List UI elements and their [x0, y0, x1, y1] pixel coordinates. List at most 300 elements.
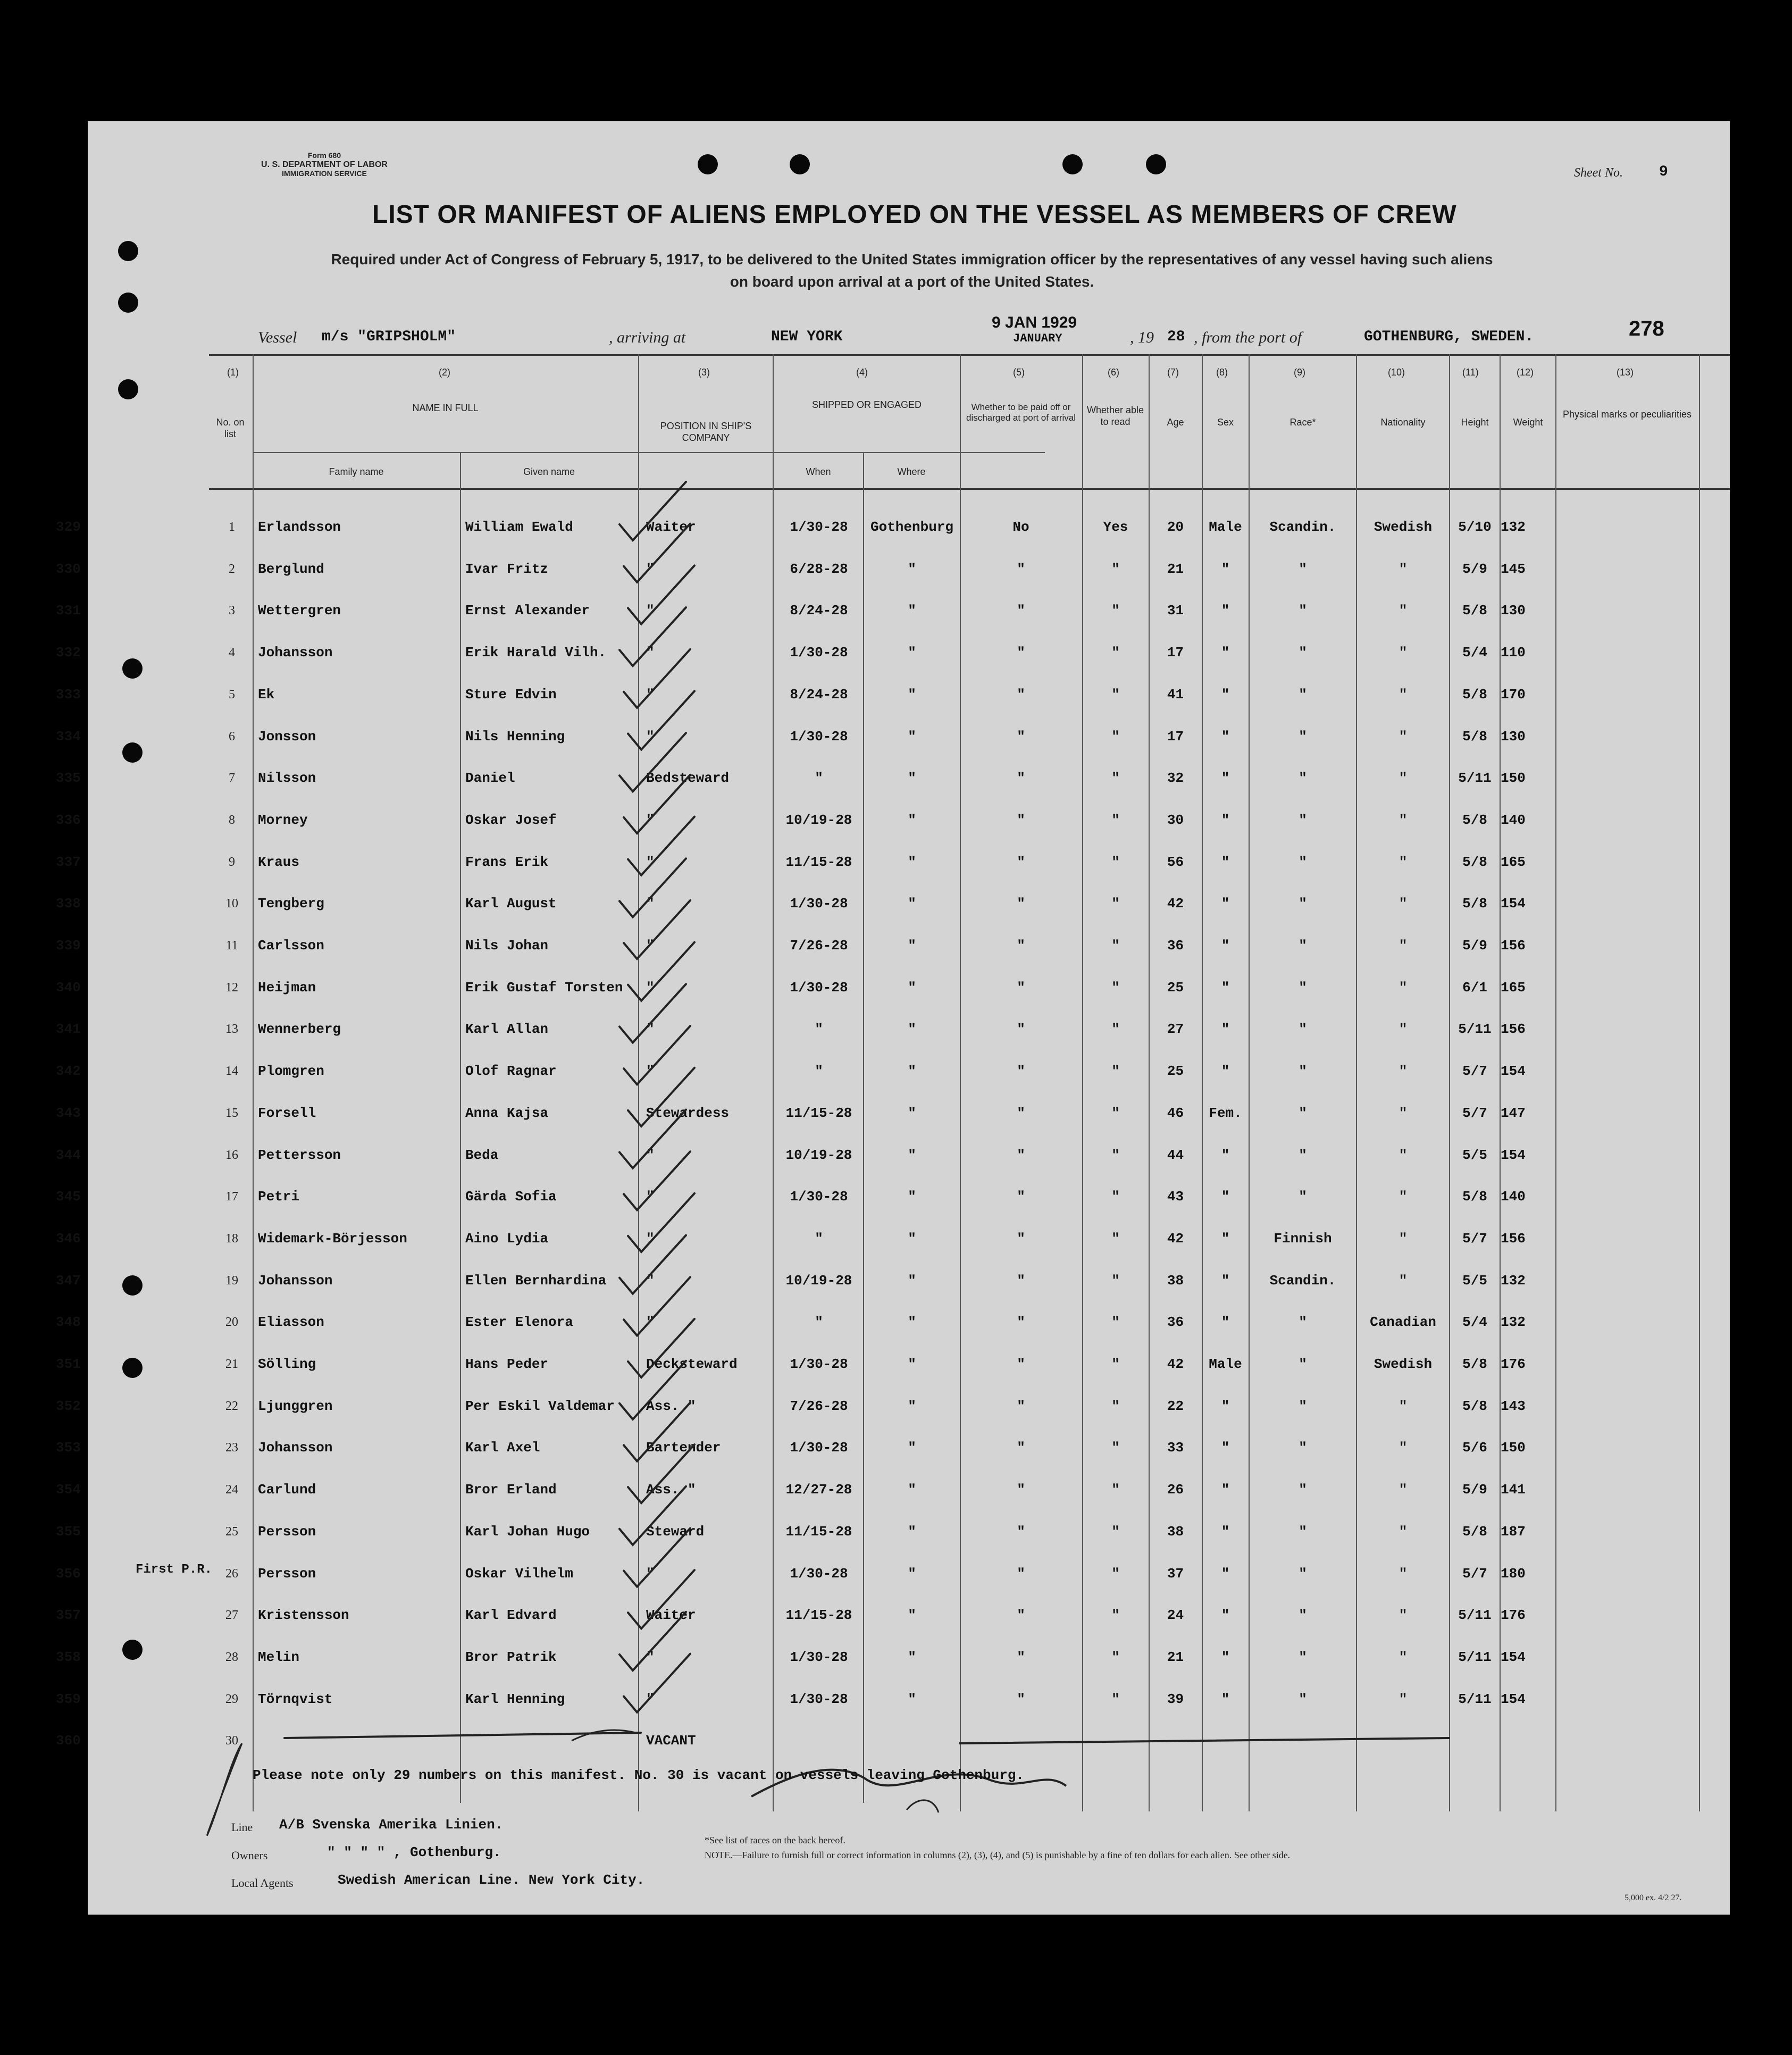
signature: [907, 1800, 939, 1812]
age: 42: [1167, 1356, 1184, 1372]
age: 24: [1167, 1607, 1184, 1624]
paid-off: ": [1017, 645, 1025, 661]
nationality: ": [1399, 1565, 1408, 1582]
vacancy-note: Please note only 29 numbers on this manifest. No. 30 is vacant on vessels leaving Gothenburg.: [253, 1767, 1025, 1783]
nationality: ": [1399, 812, 1408, 828]
age: 38: [1167, 1523, 1184, 1540]
position: Bartender: [646, 1440, 721, 1456]
given-name: Olof Ragnar: [465, 1063, 557, 1080]
family-name: Widemark-Börjesson: [258, 1230, 407, 1247]
height: 5/7: [1462, 1063, 1487, 1080]
sex: ": [1221, 1189, 1230, 1205]
position: ": [646, 979, 655, 996]
position: ": [646, 854, 655, 870]
height: 5/11: [1458, 1021, 1492, 1038]
position: ": [646, 1063, 655, 1080]
reference-number: 329: [56, 519, 81, 535]
checkmark: [624, 1277, 690, 1335]
height: 5/8: [1462, 896, 1487, 912]
printing-code: 5,000 ex. 4/2 27.: [1624, 1893, 1682, 1902]
sex: ": [1221, 1607, 1230, 1624]
weight: 154: [1501, 1063, 1526, 1080]
paid-off: ": [1017, 1691, 1025, 1707]
owners-value: " " " " , Gothenburg.: [327, 1844, 501, 1860]
shipped-where: ": [908, 728, 916, 745]
able-to-read: ": [1111, 1440, 1120, 1456]
vessel-label: Vessel: [258, 329, 297, 346]
paid-off: ": [1017, 1189, 1025, 1205]
reference-number: 330: [56, 561, 81, 577]
position: ": [646, 603, 655, 619]
able-to-read: ": [1111, 1398, 1120, 1414]
shipped-when: 1/30-28: [790, 896, 848, 912]
race: ": [1299, 1021, 1307, 1038]
weight: 132: [1501, 1314, 1526, 1331]
age: 17: [1167, 728, 1184, 745]
reference-number: 335: [56, 770, 81, 787]
checkmark: [624, 1528, 690, 1587]
height: 5/8: [1462, 603, 1487, 619]
sex: ": [1221, 1021, 1230, 1038]
row-number: 23: [225, 1441, 238, 1455]
height: 5/8: [1462, 686, 1487, 703]
race: ": [1299, 686, 1307, 703]
shipped-where: ": [908, 979, 916, 996]
arrival-port: NEW YORK: [771, 329, 843, 345]
race: ": [1299, 603, 1307, 619]
reference-number: 332: [56, 645, 81, 661]
able-to-read: ": [1111, 1649, 1120, 1665]
weight: 156: [1501, 1230, 1526, 1247]
height: 5/8: [1462, 854, 1487, 870]
given-name: Karl Axel: [465, 1440, 540, 1456]
vacant-strike-line: [960, 1738, 1449, 1743]
line-label: Line: [231, 1820, 253, 1834]
shipped-when: 11/15-28: [785, 1523, 852, 1540]
checkmark: [628, 817, 694, 875]
age: 44: [1167, 1147, 1184, 1163]
shipped-where: ": [908, 645, 916, 661]
weight: 156: [1501, 1021, 1526, 1038]
shipped-when: ": [815, 1063, 823, 1080]
paid-off: ": [1017, 1063, 1025, 1080]
position: VACANT: [646, 1733, 696, 1749]
paid-off: ": [1017, 1565, 1025, 1582]
reference-number: 340: [56, 979, 81, 996]
position: ": [646, 896, 655, 912]
checkmark: [619, 1612, 686, 1670]
page-reference: 278: [1629, 317, 1664, 340]
weight: 147: [1501, 1105, 1526, 1121]
age: 31: [1167, 603, 1184, 619]
reference-number: 347: [56, 1272, 81, 1289]
row-number: 26: [225, 1566, 238, 1581]
race: ": [1299, 1440, 1307, 1456]
shipped-where: ": [908, 770, 916, 787]
sex: ": [1221, 1440, 1230, 1456]
sex: ": [1221, 854, 1230, 870]
sex: ": [1221, 979, 1230, 996]
penalty-note: NOTE.—Failure to furnish full or correct information in columns (2), (3), (4), and (5) is punishable by a fine of ten dollars for each alien. See other side.: [705, 1850, 1291, 1860]
agents-value: Swedish American Line. New York City.: [338, 1872, 645, 1888]
paid-off: ": [1017, 1105, 1025, 1121]
shipped-when: 1/30-28: [790, 1440, 848, 1456]
checkmark: [628, 1319, 694, 1377]
row-number: 28: [225, 1650, 238, 1664]
checkmark: [624, 649, 690, 708]
line-value: A/B Svenska Amerika Linien.: [279, 1817, 504, 1833]
sex: ": [1221, 561, 1230, 577]
arrival-year: 28: [1167, 329, 1185, 345]
age: 26: [1167, 1482, 1184, 1498]
sex: Fem.: [1209, 1105, 1242, 1121]
col-num: (7): [1167, 367, 1179, 378]
race: ": [1299, 1482, 1307, 1498]
able-to-read: ": [1111, 645, 1120, 661]
able-to-read: ": [1111, 1607, 1120, 1624]
shipped-where: ": [908, 1607, 916, 1624]
race: ": [1299, 812, 1307, 828]
height: 5/4: [1462, 1314, 1487, 1331]
age: 39: [1167, 1691, 1184, 1707]
row-number: 2: [229, 562, 235, 576]
reference-number: 345: [56, 1189, 81, 1205]
nationality: Swedish: [1374, 519, 1433, 535]
position: Stewardess: [646, 1105, 730, 1121]
sex: Male: [1209, 1356, 1242, 1372]
position: ": [646, 1147, 655, 1163]
height: 5/9: [1462, 561, 1487, 577]
checkmark: [619, 984, 686, 1042]
checkmark: [619, 733, 686, 791]
position: ": [646, 1189, 655, 1205]
family-name: Tengberg: [258, 896, 324, 912]
col-num: (2): [439, 367, 450, 378]
checkmark: [628, 1193, 694, 1252]
given-name: Per Eskil Valdemar: [465, 1398, 615, 1414]
position: Waiter: [646, 1607, 696, 1624]
department: U. S. DEPARTMENT OF LABOR: [261, 160, 388, 169]
family-name: Jonsson: [258, 728, 316, 745]
age: 27: [1167, 1021, 1184, 1038]
able-to-read: ": [1111, 896, 1120, 912]
paid-off: ": [1017, 1314, 1025, 1331]
nationality: ": [1399, 1105, 1408, 1121]
given-name: Oskar Josef: [465, 812, 557, 828]
nationality: ": [1399, 728, 1408, 745]
col-num: (3): [698, 367, 710, 378]
position: ": [646, 812, 655, 828]
row-number: 6: [229, 729, 235, 744]
col-num: (13): [1617, 367, 1634, 378]
paid-off: ": [1017, 686, 1025, 703]
height: 5/11: [1458, 1649, 1492, 1665]
nationality: ": [1399, 1063, 1408, 1080]
paid-off: ": [1017, 1147, 1025, 1163]
row-number: 7: [229, 771, 235, 786]
given-name: Bror Erland: [465, 1482, 557, 1498]
reference-number: 355: [56, 1523, 81, 1540]
race: ": [1299, 1105, 1307, 1121]
paid-off: ": [1017, 938, 1025, 954]
position: ": [646, 1649, 655, 1665]
family-name: Wennerberg: [258, 1021, 341, 1038]
shipped-where: ": [908, 1147, 916, 1163]
family-name: Johansson: [258, 1440, 333, 1456]
position: ": [646, 1314, 655, 1331]
row-number: 8: [229, 813, 235, 827]
race: ": [1299, 1189, 1307, 1205]
weight: 140: [1501, 1189, 1526, 1205]
paid-off: ": [1017, 812, 1025, 828]
shipped-where: ": [908, 603, 916, 619]
reference-number: 346: [56, 1230, 81, 1247]
sex: ": [1221, 896, 1230, 912]
nationality: ": [1399, 561, 1408, 577]
nationality: ": [1399, 1021, 1408, 1038]
able-to-read: ": [1111, 1189, 1120, 1205]
nationality: ": [1399, 645, 1408, 661]
reference-number: 342: [56, 1063, 81, 1080]
sex: Male: [1209, 519, 1242, 535]
shipped-where: Gothenburg: [870, 519, 954, 535]
shipped-where: ": [908, 1356, 916, 1372]
shipped-where: ": [908, 1021, 916, 1038]
paid-off: ": [1017, 770, 1025, 787]
race: ": [1299, 1523, 1307, 1540]
col-header-family: Family name: [329, 466, 384, 477]
position: Waiter: [646, 519, 696, 535]
height: 5/6: [1462, 1440, 1487, 1456]
family-name: Johansson: [258, 645, 333, 661]
sheet-number: 9: [1659, 164, 1668, 180]
weight: 154: [1501, 1691, 1526, 1707]
race: ": [1299, 728, 1307, 745]
col-num: (1): [227, 367, 239, 378]
reference-number: 334: [56, 728, 81, 745]
family-name: Carlund: [258, 1482, 316, 1498]
family-name: Carlsson: [258, 938, 324, 954]
weight: 110: [1501, 645, 1526, 661]
reference-number: 353: [56, 1440, 81, 1456]
weight: 150: [1501, 1440, 1526, 1456]
checkmark: [624, 1402, 690, 1461]
height: 5/5: [1462, 1272, 1487, 1289]
race: ": [1299, 938, 1307, 954]
race: Scandin.: [1269, 519, 1336, 535]
col-header-height: Height: [1461, 417, 1489, 428]
row-number: 13: [225, 1022, 238, 1037]
reference-number: 339: [56, 938, 81, 954]
family-name: Erlandsson: [258, 519, 341, 535]
checkmark: [619, 1110, 686, 1168]
sex: ": [1221, 728, 1230, 745]
col-num: (6): [1108, 367, 1119, 378]
height: 5/11: [1458, 770, 1492, 787]
sex: ": [1221, 770, 1230, 787]
race: ": [1299, 1691, 1307, 1707]
age: 46: [1167, 1105, 1184, 1121]
race: ": [1299, 561, 1307, 577]
race: ": [1299, 896, 1307, 912]
able-to-read: ": [1111, 1314, 1120, 1331]
row-number: 25: [225, 1524, 238, 1539]
departure-port: GOTHENBURG, SWEDEN.: [1364, 329, 1534, 345]
weight: 156: [1501, 938, 1526, 954]
height: 5/7: [1462, 1565, 1487, 1582]
reference-number: 360: [56, 1733, 81, 1749]
position: Ass. ": [646, 1398, 696, 1414]
shipped-where: ": [908, 938, 916, 954]
position: ": [646, 645, 655, 661]
family-name: Sölling: [258, 1356, 316, 1372]
col-header-sex: Sex: [1217, 417, 1234, 428]
subtitle-line-2: on board upon arrival at a port of the United States.: [730, 273, 1094, 290]
given-name: Frans Erik: [465, 854, 549, 870]
sex: ": [1221, 603, 1230, 619]
age: 38: [1167, 1272, 1184, 1289]
race: Finnish: [1274, 1230, 1332, 1247]
age: 25: [1167, 979, 1184, 996]
shipped-when: 10/19-28: [785, 812, 852, 828]
given-name: Ester Elenora: [465, 1314, 573, 1331]
reference-number: 336: [56, 812, 81, 828]
race: ": [1299, 1607, 1307, 1624]
age: 42: [1167, 1230, 1184, 1247]
weight: 143: [1501, 1398, 1526, 1414]
paid-off: ": [1017, 728, 1025, 745]
able-to-read: ": [1111, 1021, 1120, 1038]
able-to-read: ": [1111, 1105, 1120, 1121]
weight: 150: [1501, 770, 1526, 787]
position: Ass. ": [646, 1482, 696, 1498]
age: 17: [1167, 645, 1184, 661]
shipped-where: ": [908, 1272, 916, 1289]
sex: ": [1221, 1482, 1230, 1498]
position: ": [646, 938, 655, 954]
family-name: Heijman: [258, 979, 316, 996]
shipped-where: ": [908, 896, 916, 912]
height: 5/10: [1458, 519, 1492, 535]
col-header-read: Whether able to read: [1086, 405, 1144, 427]
race: ": [1299, 1356, 1307, 1372]
nationality: ": [1399, 1272, 1408, 1289]
shipped-where: ": [908, 812, 916, 828]
nationality: Canadian: [1370, 1314, 1436, 1331]
row-number: 21: [225, 1357, 238, 1371]
position: Bedsteward: [646, 770, 730, 787]
weight: 140: [1501, 812, 1526, 828]
checkmark: [624, 1654, 690, 1713]
paid-off: ": [1017, 1523, 1025, 1540]
family-name: Berglund: [258, 561, 324, 577]
reference-number: 358: [56, 1649, 81, 1665]
position: ": [646, 1691, 655, 1707]
race: ": [1299, 1314, 1307, 1331]
height: 5/5: [1462, 1147, 1487, 1163]
family-name: Nilsson: [258, 770, 316, 787]
height: 5/8: [1462, 1356, 1487, 1372]
sex: ": [1221, 1523, 1230, 1540]
age: 22: [1167, 1398, 1184, 1414]
given-name: Nils Henning: [465, 728, 565, 745]
shipped-when: 1/30-28: [790, 645, 848, 661]
shipped-when: 6/28-28: [790, 561, 848, 577]
able-to-read: ": [1111, 938, 1120, 954]
col-header-no: No. on list: [216, 417, 245, 439]
nationality: ": [1399, 938, 1408, 954]
shipped-where: ": [908, 1440, 916, 1456]
col-num: (8): [1216, 367, 1228, 378]
reference-number: 338: [56, 896, 81, 912]
checkmark: [619, 1361, 686, 1419]
checkmark: [619, 858, 686, 917]
able-to-read: ": [1111, 1523, 1120, 1540]
col-header-when: When: [806, 466, 831, 477]
able-to-read: ": [1111, 1691, 1120, 1707]
weight: 154: [1501, 1649, 1526, 1665]
given-name: Ernst Alexander: [465, 603, 590, 619]
sex: ": [1221, 1272, 1230, 1289]
checkmark: [628, 1570, 694, 1628]
able-to-read: ": [1111, 728, 1120, 745]
arrival-month: JANUARY: [1013, 332, 1062, 345]
given-name: Karl August: [465, 896, 557, 912]
row-number: 27: [225, 1608, 238, 1623]
checkmark: [624, 524, 690, 582]
weight: 130: [1501, 728, 1526, 745]
race: ": [1299, 1063, 1307, 1080]
shipped-when: 11/15-28: [785, 1607, 852, 1624]
race: ": [1299, 1147, 1307, 1163]
row-number: 5: [229, 687, 235, 701]
age: 36: [1167, 938, 1184, 954]
weight: 170: [1501, 686, 1526, 703]
position: ": [646, 1230, 655, 1247]
sex: ": [1221, 812, 1230, 828]
row-number: 4: [229, 646, 235, 660]
sex: ": [1221, 1063, 1230, 1080]
owners-label: Owners: [231, 1849, 268, 1862]
shipped-when: 1/30-28: [790, 979, 848, 996]
weight: 132: [1501, 519, 1526, 535]
shipped-where: ": [908, 854, 916, 870]
weight: 154: [1501, 1147, 1526, 1163]
family-name: Törnqvist: [258, 1691, 333, 1707]
paid-off: ": [1017, 1440, 1025, 1456]
paid-off: ": [1017, 1272, 1025, 1289]
height: 5/11: [1458, 1607, 1492, 1624]
shipped-when: 12/27-28: [785, 1482, 852, 1498]
reference-number: 333: [56, 686, 81, 703]
shipped-where: ": [908, 1063, 916, 1080]
weight: 130: [1501, 603, 1526, 619]
given-name: Nils Johan: [465, 938, 549, 954]
col-header-nationality: Nationality: [1380, 417, 1426, 428]
family-name: Pettersson: [258, 1147, 341, 1163]
row-number: 30: [225, 1734, 238, 1748]
given-name: Karl Allan: [465, 1021, 549, 1038]
shipped-where: ": [908, 1482, 916, 1498]
first-pr-annotation: First P.R.: [136, 1563, 213, 1577]
weight: 141: [1501, 1482, 1526, 1498]
reference-number: 352: [56, 1398, 81, 1414]
reference-number: 356: [56, 1565, 81, 1582]
given-name: Ivar Fritz: [465, 561, 549, 577]
handwritten-checkmarks: [88, 121, 1730, 1915]
weight: 165: [1501, 979, 1526, 996]
vessel-name: m/s "GRIPSHOLM": [322, 329, 456, 345]
